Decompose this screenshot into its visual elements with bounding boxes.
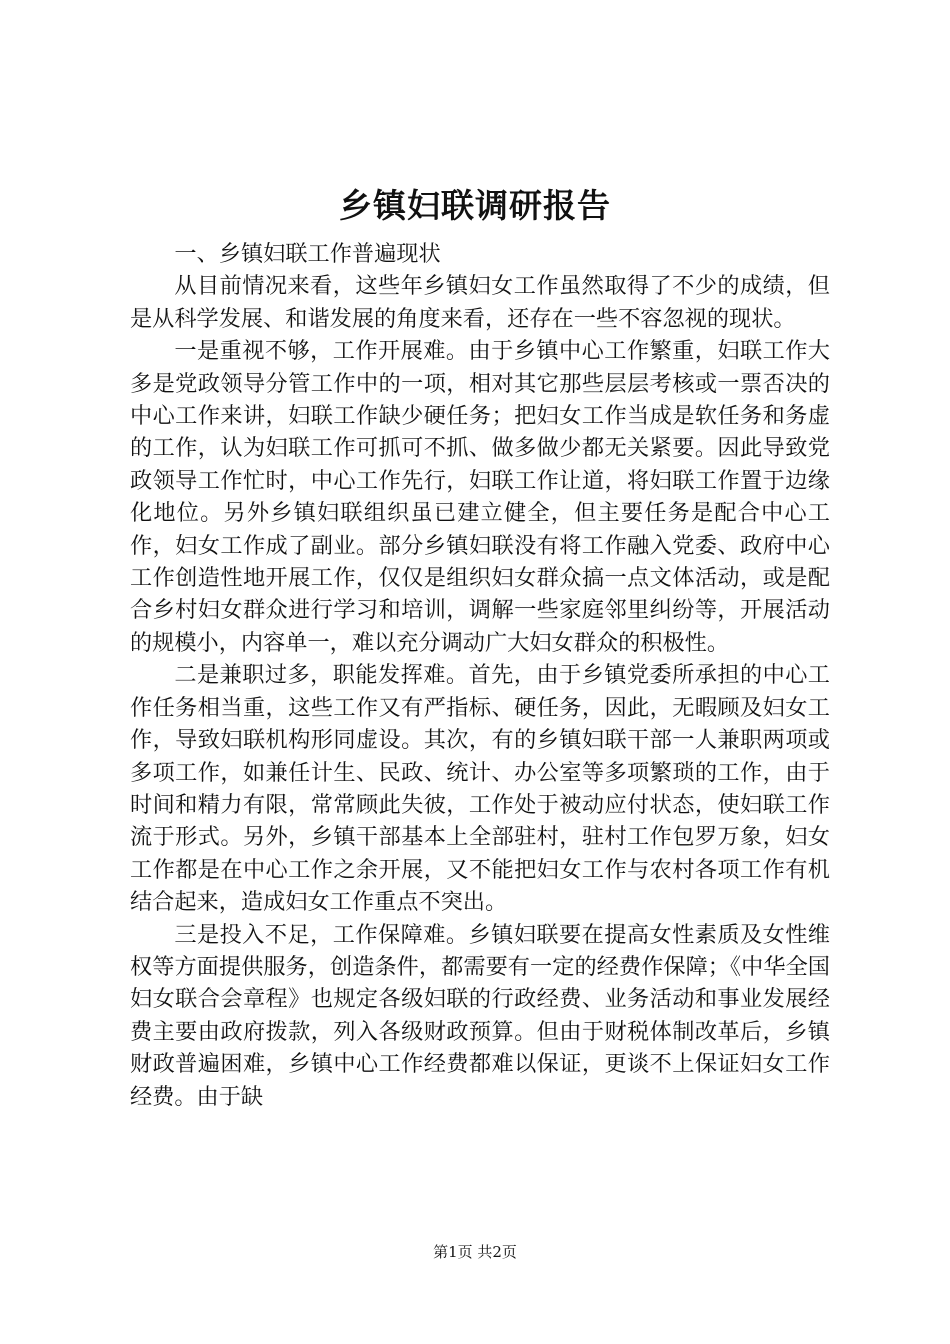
document-body [130, 238, 830, 1113]
body-paragraph: 一是重视不够，工作开展难。由于乡镇中心工作繁重，妇联工作大多是党政领导分管工作中的一项，相对其它那些层层考核或一票否决的中心工作来讲，妇联工作缺少硬任务；把妇女工作当成是软任务和务虚的工作，认为妇联工作可抓可不抓、做多做少都无关紧要。因此导致党政领导工作忙时，中心工作先行，妇联工作让道，将妇联工作置于边缘化地位。另外乡镇妇联组织虽已建立健全，但主要任务是配合中心工作，妇女工作成了副业。部分乡镇妇联没有将工作融入党委、政府中心工作创造性地开展工作，仅仅是组织妇女群众搞一点文体活动，或是配合乡村妇女群众进行学习和培训，调解一些家庭邻里纠纷等，开展活动的规模小，内容单一，难以充分调动广大妇女群众的积极性。 [130, 338, 830, 656]
section-heading: 一、乡镇妇联工作普遍现状 [174, 241, 441, 267]
body-paragraph: 三是投入不足，工作保障难。乡镇妇联要在提高女性素质及女性维权等方面提供服务，创造条件，都需要有一定的经费作保障；《中华全国妇女联合会章程》也规定各级妇联的行政经费、业务活动和事业发展经费主要由政府拨款，列入各级财政预算。但由于财税体制改革后，乡镇财政普遍困难，乡镇中心工作经费都难以保证，更谈不上保证妇女工作经费。由于缺 [130, 921, 830, 1110]
document-title: 乡镇妇联调研报告 [339, 186, 611, 225]
body-paragraph: 从目前情况来看，这些年乡镇妇女工作虽然取得了不少的成绩，但是从科学发展、和谐发展的角度来看，还存在一些不容忽视的现状。 [130, 273, 830, 332]
body-paragraph: 二是兼职过多，职能发挥难。首先，由于乡镇党委所承担的中心工作任务相当重，这些工作又有严指标、硬任务，因此，无暇顾及妇女工作，导致妇联机构形同虚设。其次，有的乡镇妇联干部一人兼职两项或多项工作，如兼任计生、民政、统计、办公室等多项繁琐的工作，由于时间和精力有限，常常顾此失彼，工作处于被动应付状态，使妇联工作流于形式。另外，乡镇干部基本上全部驻村，驻村工作包罗万象，妇女工作都是在中心工作之余开展，又不能把妇女工作与农村各项工作有机结合起来，造成妇女工作重点不突出。 [130, 662, 830, 916]
page-footer: 第1页 共2页 [433, 1243, 517, 1261]
